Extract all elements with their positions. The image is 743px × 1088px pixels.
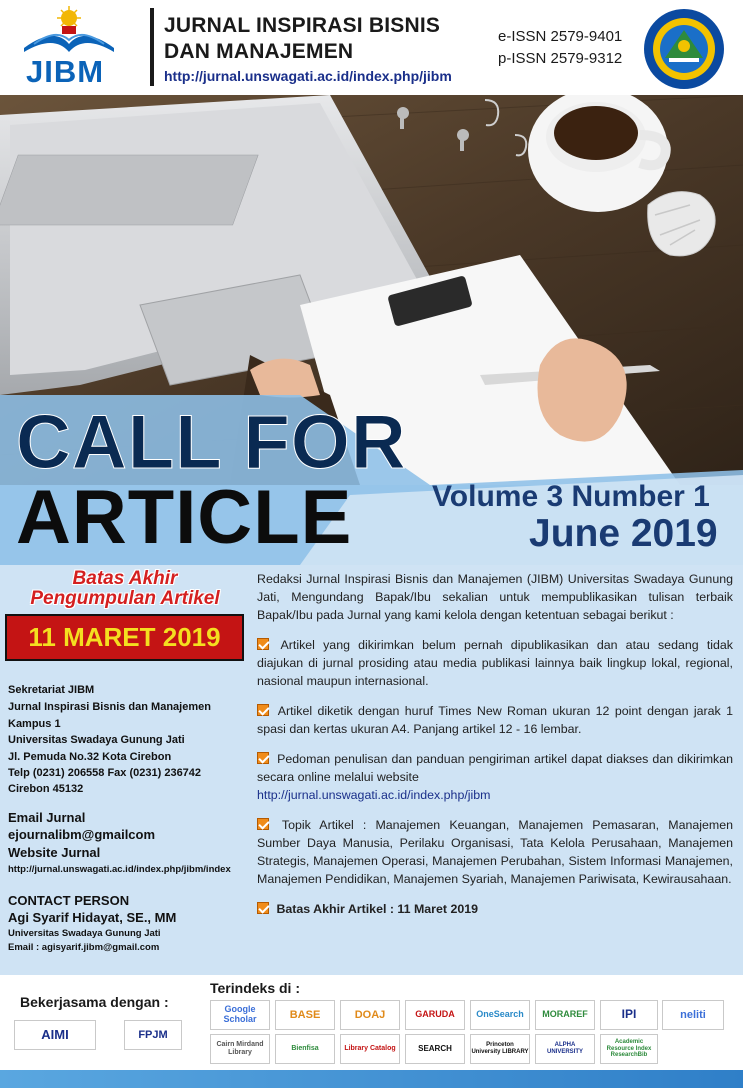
requirement-item: Pedoman penulisan dan panduan pengiriman artikel dapat diakses dan dikirimkan secara online melalui website http://jurnal.unswagati.ac.id/index.php/jibm (257, 752, 733, 802)
contact-person-univ: Universitas Swadaya Gunung Jati (8, 928, 161, 939)
secretariat-line: Universitas Swadaya Gunung Jati (8, 734, 185, 746)
requirement-item: Batas Akhir Artikel : 11 Maret 2019 (257, 900, 733, 918)
website-url[interactable]: http://jurnal.unswagati.ac.id/index.php/jibm/index (8, 864, 231, 875)
index-logo-garuda[interactable]: GARUDA (405, 1000, 465, 1030)
journal-title-line2: DAN MANAJEMEN (164, 40, 354, 63)
partner-logo-aimi: AIMI (14, 1020, 96, 1050)
bottom-strip (0, 1070, 743, 1088)
secretariat-line: Cirebon 45132 (8, 783, 84, 795)
contact-person-name: Agi Syarif Hidayat, SE., MM (8, 910, 177, 925)
requirement-item: Artikel yang dikirimkan belum pernah dipublikasikan dan atau sedang tidak diajukan di jurnal prosiding atau media publikasi lainnya baik lingkup lokal, regional, nasional maupun internasional. (257, 638, 733, 688)
secretariat-line: Jurnal Inspirasi Bisnis dan Manajemen (8, 701, 211, 713)
journal-url[interactable]: http://jurnal.unswagati.ac.id/index.php/jibm (164, 68, 452, 84)
index-logo-moraref[interactable]: MORAREF (535, 1000, 595, 1030)
deadline-label-2: Pengumpulan Artikel (30, 588, 220, 609)
index-logo-library-catalog[interactable]: Library Catalog (340, 1034, 400, 1064)
requirement-item: Topik Artikel : Manajemen Keuangan, Manajemen Pemasaran, Manajemen Sumber Daya Manusia, Perilaku Organisasi, Tata Kelola Perusahaan, Manajemen Strategis, Manajemen Operasi, Manajemen Perubahan, Sistem Informasi Manajemen, Manajemen Pendidikan, Manajemen Syariah, Manajemen Pariwisata, Kewirausahaan. (257, 818, 733, 886)
pissn: p-ISSN 2579-9312 (498, 50, 623, 67)
cooperation-label: Bekerjasama dengan : (20, 994, 169, 1010)
contact-person-label: CONTACT PERSON (8, 893, 130, 908)
deadline-date: 11 MARET 2019 (28, 622, 221, 652)
checkbox-icon (257, 818, 269, 830)
index-logo-bienfisa[interactable]: Bienfisa (275, 1034, 335, 1064)
secretariat-line: Sekretariat JIBM (8, 684, 95, 696)
checkbox-icon (257, 752, 269, 764)
secretariat-line: Telp (0231) 206558 Fax (0231) 236742 (8, 767, 202, 779)
secretariat-line: Kampus 1 (8, 718, 61, 730)
submission-link[interactable]: http://jurnal.unswagati.ac.id/index.php/jibm (257, 788, 491, 802)
article-heading: ARTICLE (16, 475, 353, 560)
deadline-label-1: Batas Akhir (72, 568, 178, 589)
book-icon (14, 4, 124, 56)
website-label: Website Jurnal (8, 845, 101, 860)
index-logo-mirdand[interactable]: Cairn Mirdand Library (210, 1034, 270, 1064)
index-logo-princeton[interactable]: Princeton University LIBRARY (470, 1034, 530, 1064)
requirement-item: Artikel diketik dengan huruf Times New Roman ukuran 12 point dengan jarak 1 spasi dan kertas ukuran A4. Panjang artikel 12 - 16 lembar. (257, 704, 733, 736)
index-logo-google-scholar[interactable]: Google Scholar (210, 1000, 270, 1030)
intro-paragraph: Redaksi Jurnal Inspirasi Bisnis dan Manajemen (JIBM) Universitas Swadaya Gunung Jati, Mengundang Bapak/Ibu sekalian untuk mempublikasikan tulisan terbaik Bapak/Ibu pada Jurnal yang kami kelola dengan ketentuan sebagai berikut : (257, 572, 733, 622)
volume-number: Volume 3 Number 1 (432, 480, 710, 513)
call-for-heading: CALL FOR (16, 400, 407, 485)
contact-person-email[interactable]: Email : agisyarif.jibm@gmail.com (8, 942, 160, 953)
checkbox-icon (257, 638, 269, 650)
partner-logo-fpjm: FPJM (124, 1020, 182, 1050)
divider (150, 8, 154, 86)
index-logo-ipi[interactable]: IPI (600, 1000, 658, 1030)
index-logo-researchbib[interactable]: Academic Resource Index ResearchBib (600, 1034, 658, 1064)
checkbox-icon (257, 902, 269, 914)
eissn: e-ISSN 2579-9401 (498, 28, 623, 45)
university-seal-icon (643, 8, 725, 90)
index-logo-neliti[interactable]: neliti (662, 1000, 724, 1030)
secretariat-line: Jl. Pemuda No.32 Kota Cirebon (8, 751, 172, 763)
email-label: Email Jurnal (8, 810, 86, 825)
index-logo-alpha-university[interactable]: ALPHA UNIVERSITY (535, 1034, 595, 1064)
announcement-body (257, 570, 733, 930)
index-logo-onesearch[interactable]: OneSearch (470, 1000, 530, 1030)
index-logo-base[interactable]: BASE (275, 1000, 335, 1030)
index-logo-doaj[interactable]: DOAJ (340, 1000, 400, 1030)
logo-text: JIBM (26, 54, 105, 89)
journal-title-line1: JURNAL INSPIRASI BISNIS (164, 14, 441, 37)
index-logo-search[interactable]: SEARCH (405, 1034, 465, 1064)
indexed-label: Terindeks di : (210, 980, 300, 996)
jibm-logo (14, 4, 124, 92)
deadline-box (5, 614, 244, 661)
issue-date: June 2019 (529, 512, 718, 555)
checkbox-icon (257, 704, 269, 716)
journal-email[interactable]: ejournalibm@gmailcom (8, 827, 156, 842)
